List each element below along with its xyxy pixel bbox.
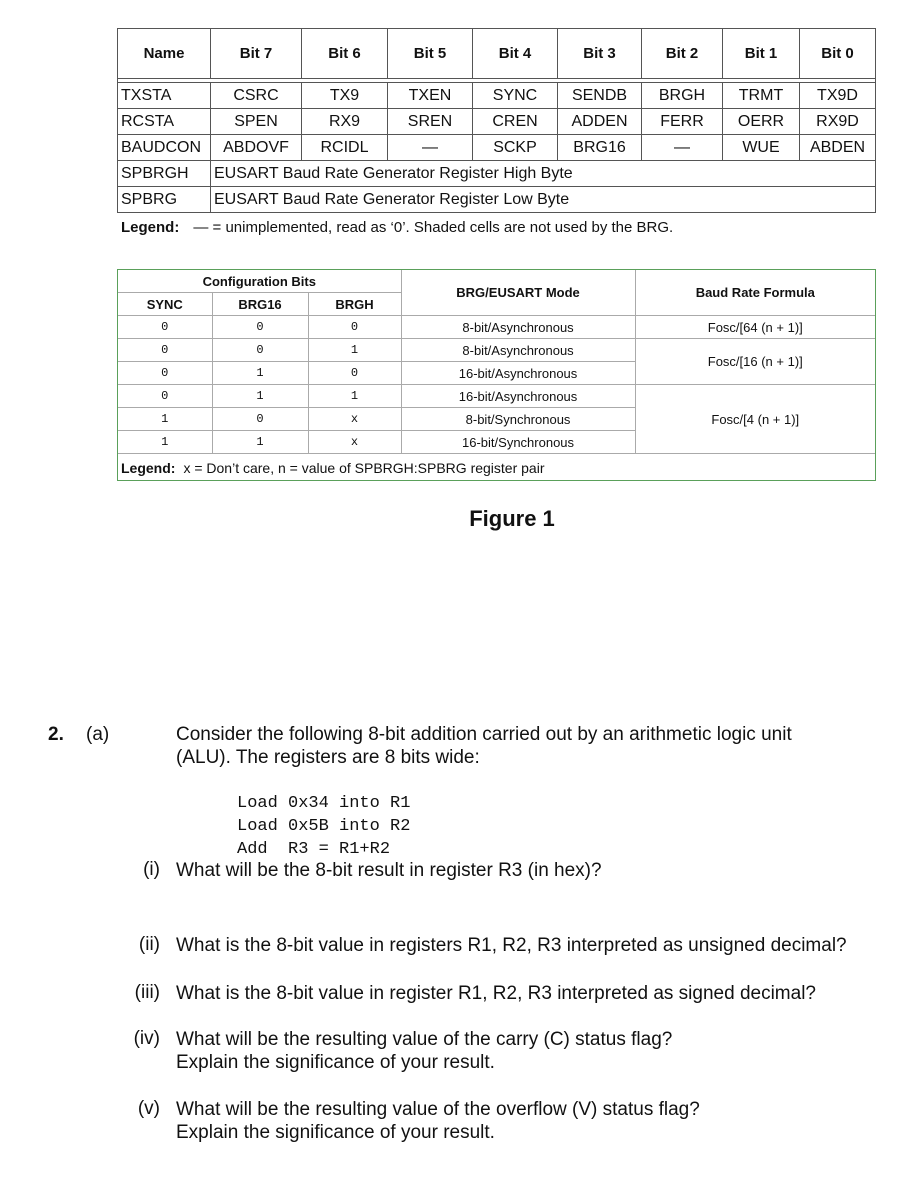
- header-cell: Bit 7: [211, 29, 302, 79]
- code-line: Load 0x34 into R1: [237, 794, 411, 813]
- question-number: 2.: [48, 724, 64, 745]
- register-name: SPBRG: [118, 187, 211, 213]
- figure-caption: Figure 1: [469, 506, 555, 531]
- bit-cell: ADDEN: [558, 109, 642, 135]
- mode-value: 16-bit/Asynchronous: [401, 362, 635, 385]
- sync-value: 0: [118, 385, 212, 408]
- header-cell: Bit 4: [473, 29, 558, 79]
- register-summary-table: [117, 28, 876, 213]
- subquestion-text: What will be the resulting value of the overflow (V) status flag? Explain the significance of your result.: [176, 1099, 700, 1143]
- header-cell: Bit 1: [723, 29, 800, 79]
- subquestion-label: (ii): [138, 934, 160, 955]
- register-name: RCSTA: [118, 109, 211, 135]
- baud-table-legend: [121, 460, 545, 476]
- question-part: (a): [86, 724, 110, 745]
- sync-value: 0: [118, 339, 212, 362]
- subquestion-text: What is the 8-bit value in registers R1, R2, R3 interpreted as unsigned decimal?: [176, 935, 847, 956]
- brg16-value: 1: [212, 385, 308, 408]
- brg16-value: 0: [212, 339, 308, 362]
- bit-cell: BRG16: [558, 135, 642, 161]
- brg16-value: 1: [212, 431, 308, 454]
- bit-cell: RCIDL: [302, 135, 388, 161]
- mode-value: 16-bit/Synchronous: [401, 431, 635, 454]
- register-description: EUSART Baud Rate Generator Register High Byte: [211, 161, 876, 187]
- brgh-value: 0: [308, 362, 401, 385]
- baud-row: [118, 339, 875, 362]
- bit-cell: SREN: [388, 109, 473, 135]
- bit-cell: RX9: [302, 109, 388, 135]
- bit-cell: FERR: [642, 109, 723, 135]
- register-row: [118, 83, 876, 109]
- bit-cell: CSRC: [211, 83, 302, 109]
- sync-value: 0: [118, 316, 212, 339]
- brg16-value: 0: [212, 316, 308, 339]
- bit-cell: ABDEN: [800, 135, 876, 161]
- code-line: Add R3 = R1+R2: [237, 840, 391, 859]
- bit-cell: SENDB: [558, 83, 642, 109]
- mode-value: 8-bit/Asynchronous: [401, 316, 635, 339]
- bit-cell: SCKP: [473, 135, 558, 161]
- brgh-value: x: [308, 408, 401, 431]
- baud-rate-formula-table: [117, 269, 876, 481]
- sync-value: 0: [118, 362, 212, 385]
- register-table-header: [118, 29, 876, 79]
- subquestion-text: What will be the 8-bit result in register R3 (in hex)?: [176, 860, 602, 881]
- brgh-value: 1: [308, 385, 401, 408]
- bit-cell: BRGH: [642, 83, 723, 109]
- baud-row: [118, 316, 875, 339]
- mode-value: 8-bit/Asynchronous: [401, 339, 635, 362]
- code-line: Load 0x5B into R2: [237, 817, 411, 836]
- mode-value: 16-bit/Asynchronous: [401, 385, 635, 408]
- header-cell: Bit 2: [642, 29, 723, 79]
- brgh-value: 0: [308, 316, 401, 339]
- subquestion-text: What is the 8-bit value in register R1, R2, R3 interpreted as signed decimal?: [176, 983, 816, 1004]
- formula-header: Baud Rate Formula: [635, 270, 875, 316]
- sync-value: 1: [118, 431, 212, 454]
- bit-cell: TRMT: [723, 83, 800, 109]
- bit-cell: RX9D: [800, 109, 876, 135]
- subquestion-label: (iv): [133, 1028, 160, 1049]
- register-row: [118, 109, 876, 135]
- config-bits-header: Configuration Bits: [118, 270, 401, 293]
- brg16-value: 1: [212, 362, 308, 385]
- brgh-value: x: [308, 431, 401, 454]
- bit-cell: —: [388, 135, 473, 161]
- subquestion-label: (iii): [134, 982, 160, 1003]
- legend-label: Legend:: [121, 219, 180, 236]
- formula-value: Fosc/[64 (n + 1)]: [635, 316, 875, 339]
- header-cell: Name: [118, 29, 211, 79]
- bit-cell: SPEN: [211, 109, 302, 135]
- subquestion-text: What will be the resulting value of the carry (C) status flag? Explain the significance of your result.: [176, 1029, 673, 1073]
- brgh-header: BRGH: [308, 293, 401, 316]
- bit-cell: TX9: [302, 83, 388, 109]
- bit-cell: TX9D: [800, 83, 876, 109]
- brgh-value: 1: [308, 339, 401, 362]
- header-cell: Bit 0: [800, 29, 876, 79]
- sync-value: 1: [118, 408, 212, 431]
- mode-value: 8-bit/Synchronous: [401, 408, 635, 431]
- question-intro-line2: (ALU). The registers are 8 bits wide:: [176, 747, 480, 768]
- legend-label: Legend:: [121, 460, 176, 476]
- brg16-header: BRG16: [212, 293, 308, 316]
- legend-text: — = unimplemented, read as ‘0’. Shaded cells are not used by the BRG.: [193, 219, 674, 236]
- header-cell: Bit 3: [558, 29, 642, 79]
- formula-value: Fosc/[4 (n + 1)]: [635, 385, 875, 454]
- subquestion-label: (i): [143, 859, 160, 880]
- register-name: SPBRGH: [118, 161, 211, 187]
- header-cell: Bit 6: [302, 29, 388, 79]
- bit-cell: OERR: [723, 109, 800, 135]
- legend-text: x = Don’t care, n = value of SPBRGH:SPBRG register pair: [183, 460, 545, 476]
- register-row: [118, 187, 876, 213]
- register-description: EUSART Baud Rate Generator Register Low Byte: [211, 187, 876, 213]
- register-row: [118, 135, 876, 161]
- bit-cell: SYNC: [473, 83, 558, 109]
- register-name: BAUDCON: [118, 135, 211, 161]
- header-cell: Bit 5: [388, 29, 473, 79]
- register-row: [118, 161, 876, 187]
- question-intro-line1: Consider the following 8-bit addition carried out by an arithmetic logic unit: [176, 724, 792, 745]
- baud-row: [118, 385, 875, 408]
- bit-cell: ABDOVF: [211, 135, 302, 161]
- formula-value: Fosc/[16 (n + 1)]: [635, 339, 875, 385]
- register-table-legend: [121, 219, 673, 236]
- subquestion-label: (v): [137, 1098, 160, 1119]
- mode-header: BRG/EUSART Mode: [401, 270, 635, 316]
- bit-cell: CREN: [473, 109, 558, 135]
- register-name: TXSTA: [118, 83, 211, 109]
- bit-cell: —: [642, 135, 723, 161]
- bit-cell: TXEN: [388, 83, 473, 109]
- sync-header: SYNC: [118, 293, 212, 316]
- brg16-value: 0: [212, 408, 308, 431]
- bit-cell: WUE: [723, 135, 800, 161]
